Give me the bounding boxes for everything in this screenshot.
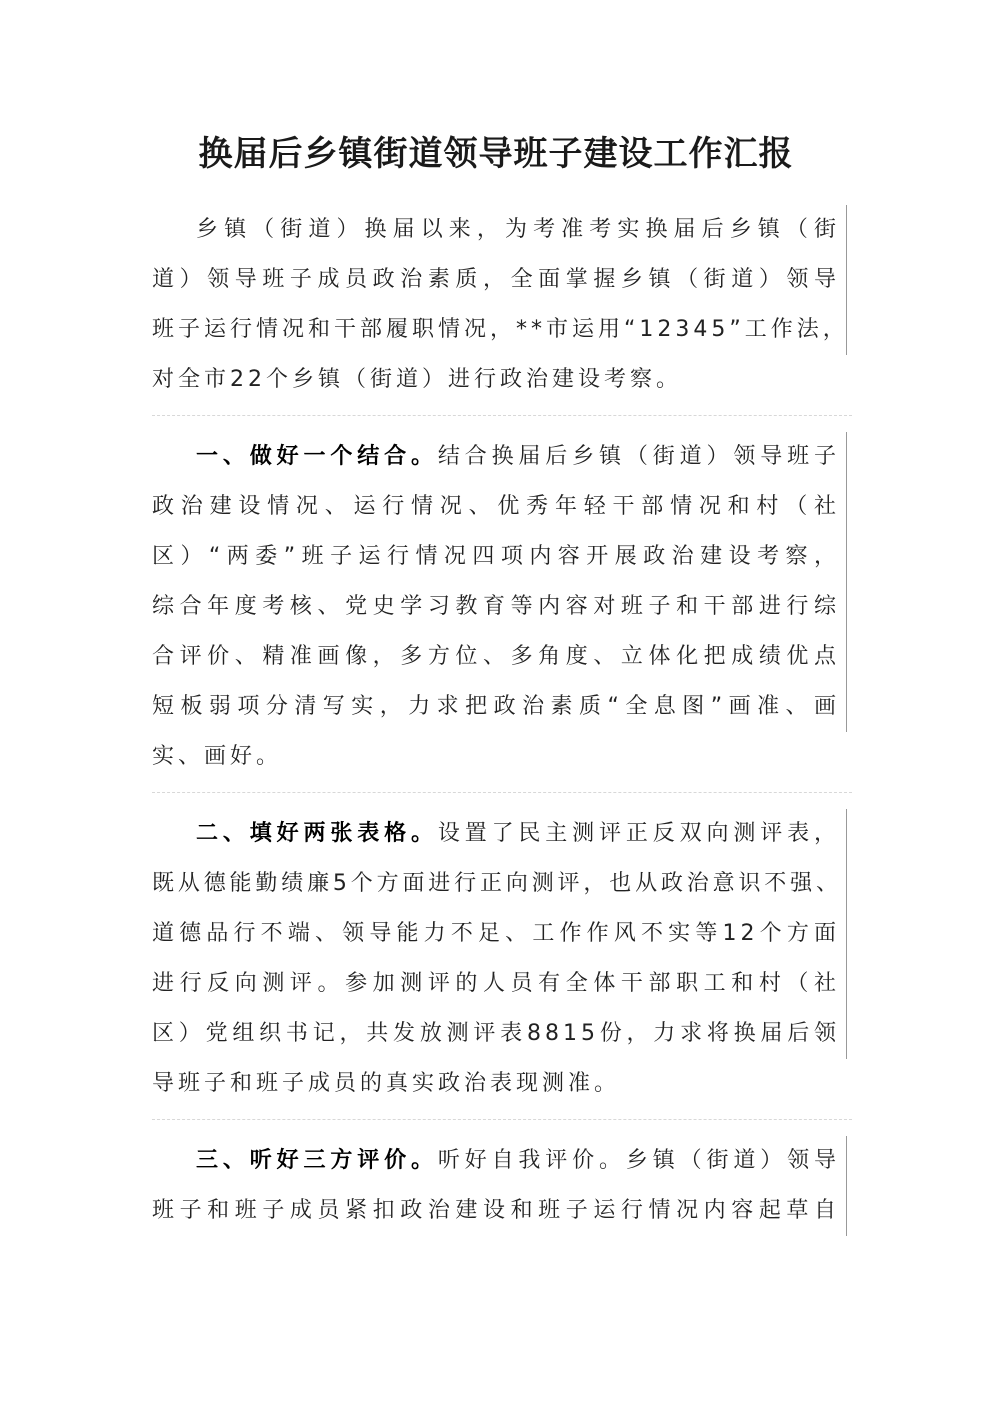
paragraph-line: 合评价、精准画像，多方位、多角度、立体化把成绩优点 <box>152 632 847 682</box>
paragraph-line: 实、画好。 <box>152 744 283 769</box>
paragraph-line <box>152 809 847 859</box>
paragraph-line: 班子运行情况和干部履职情况，**市运用“12345”工作法， <box>152 305 847 355</box>
section-heading: 二、填好两张表格。 <box>196 821 438 846</box>
paragraph-line <box>152 432 847 482</box>
paragraph-line: 区）党组织书记，共发放测评表8815份，力求将换届后领 <box>152 1009 847 1059</box>
paragraph-line: 短板弱项分清写实，力求把政治素质“全息图”画准、画 <box>152 682 847 732</box>
paragraph-line-text: 听好自我评价。乡镇（街道）领导 <box>437 1148 840 1173</box>
section-heading: 三、听好三方评价。 <box>196 1148 438 1173</box>
paragraph-line: 综合年度考核、党史学习教育等内容对班子和干部进行综 <box>152 582 847 632</box>
paragraph-line-text: 结合换届后乡镇（街道）领导班子 <box>437 444 840 469</box>
paragraph-line: 道）领导班子成员政治素质，全面掌握乡镇（街道）领导 <box>152 255 847 305</box>
paragraph-section-two <box>152 809 852 1120</box>
paragraph-line: 班子和班子成员紧扣政治建设和班子运行情况内容起草自 <box>152 1186 847 1236</box>
document-title: 换届后乡镇街道领导班子建设工作汇报 <box>198 134 794 174</box>
document-body <box>152 205 852 1262</box>
paragraph-line: 既从德能勤绩廉5个方面进行正向测评，也从政治意识不强、 <box>152 859 847 909</box>
paragraph-line: 政治建设情况、运行情况、优秀年轻干部情况和村（社 <box>152 482 847 532</box>
paragraph-section-three <box>152 1136 852 1246</box>
paragraph-line: 导班子和班子成员的真实政治表现测准。 <box>152 1071 621 1096</box>
paragraph-line: 乡镇（街道）换届以来，为考准考实换届后乡镇（街 <box>152 205 847 255</box>
paragraph-line: 区）“两委”班子运行情况四项内容开展政治建设考察， <box>152 532 847 582</box>
paragraph-line <box>152 1136 847 1186</box>
section-heading: 一、做好一个结合。 <box>196 444 438 469</box>
paragraph-intro <box>152 205 852 416</box>
paragraph-line: 进行反向测评。参加测评的人员有全体干部职工和村（社 <box>152 959 847 1009</box>
paragraph-line: 对全市22个乡镇（街道）进行政治建设考察。 <box>152 367 682 392</box>
paragraph-line: 道德品行不端、领导能力不足、工作作风不实等12个方面 <box>152 909 847 959</box>
paragraph-line-text: 设置了民主测评正反双向测评表， <box>437 821 840 846</box>
paragraph-section-one <box>152 432 852 793</box>
